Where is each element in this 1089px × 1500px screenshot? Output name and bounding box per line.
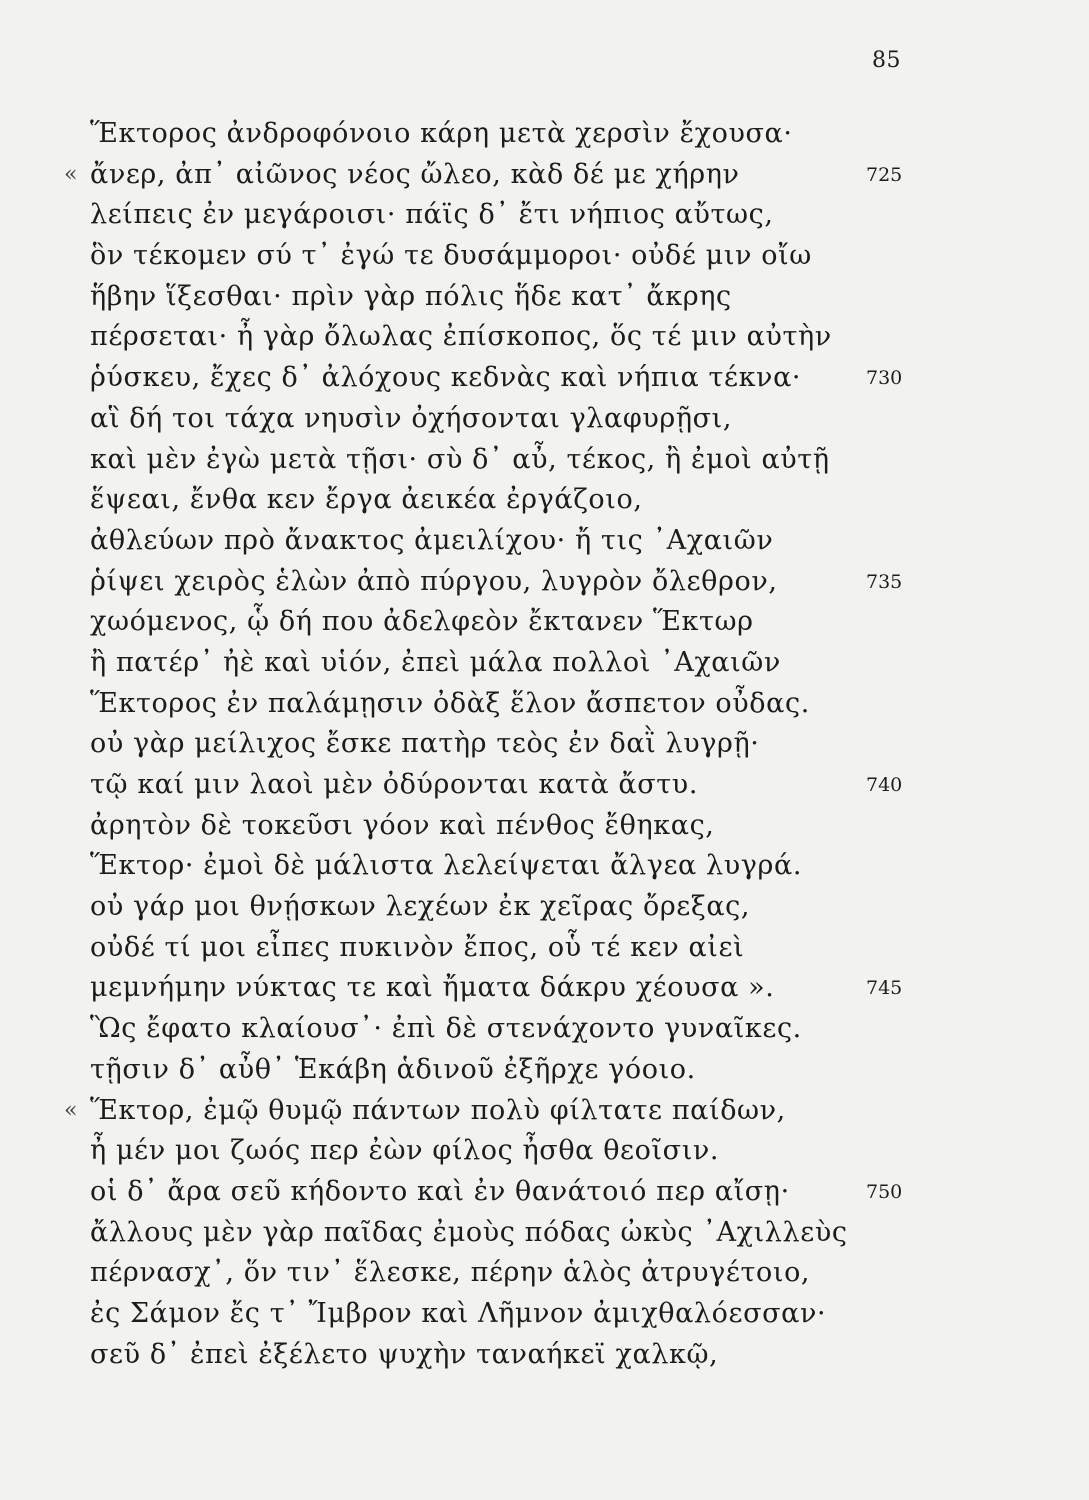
verse-line <box>0 1009 1089 1050</box>
verse-line <box>0 1294 1089 1335</box>
verse-text: ῥίψει χειρὸς ἑλὼν ἀπὸ πύργου, λυγρὸν ὄλεθρον, <box>90 565 778 597</box>
verse-line <box>0 1335 1089 1376</box>
line-number: 730 <box>866 367 903 390</box>
verse-line <box>0 195 1089 236</box>
line-number: 745 <box>866 977 903 1000</box>
verse-text: Ἕκτορ, ἐμῷ θυμῷ πάντων πολὺ φίλτατε παίδων, <box>90 1094 786 1126</box>
verse-line <box>0 358 1089 399</box>
verse-text: χωόμενος, ᾧ δή που ἀδελφεὸν ἔκτανεν Ἕκτωρ <box>90 606 754 638</box>
verse-text: λείπεις ἐν μεγάροισι· πάϊς δ᾿ ἔτι νήπιος αὔτως, <box>90 199 774 231</box>
page-number: 85 <box>872 48 901 73</box>
verse-line <box>0 1050 1089 1091</box>
verse-line <box>0 562 1089 603</box>
verse-text: οἱ δ᾿ ἄρα σεῦ κήδοντο καὶ ἐν θανάτοιό περ αἴσῃ· <box>90 1175 790 1207</box>
verse-text: καὶ μὲν ἐγὼ μετὰ τῇσι· σὺ δ᾿ αὖ, τέκος, ἢ ἐμοὶ αὐτῇ <box>90 443 830 475</box>
verse-line <box>0 1172 1089 1213</box>
verse-line <box>0 887 1089 928</box>
verse-text: Ἕκτορ· ἐμοὶ δὲ μάλιστα λελείψεται ἄλγεα λυγρά. <box>90 850 803 882</box>
verse-line <box>0 317 1089 358</box>
verse-line <box>0 155 1089 196</box>
line-number: 740 <box>866 774 903 796</box>
verse-text: ἕψεαι, ἔνθα κεν ἔργα ἀεικέα ἐργάζοιο, <box>90 484 643 516</box>
verse-line <box>0 846 1089 887</box>
verse-text: ἀθλεύων πρὸ ἄνακτος ἀμειλίχου· ἤ τις ᾿Αχαιῶν <box>90 524 774 556</box>
verse-text: ἀρητὸν δὲ τοκεῦσι γόον καὶ πένθος ἔθηκας, <box>90 809 715 841</box>
verse-text: σεῦ δ᾿ ἐπεὶ ἐξέλετο ψυχὴν ταναήκεϊ χαλκῷ, <box>90 1338 719 1370</box>
opening-quote-mark: « <box>64 161 78 187</box>
verse-line <box>0 1131 1089 1172</box>
verse-text: οὐδέ τί μοι εἶπες πυκινὸν ἔπος, οὗ τέ κεν αἰεὶ <box>90 931 745 963</box>
line-number: 725 <box>866 163 903 186</box>
verse-line <box>0 480 1089 521</box>
verse-line <box>0 602 1089 643</box>
verse-block <box>0 114 1089 1375</box>
verse-text: οὐ γάρ μοι θνῄσκων λεχέων ἐκ χεῖρας ὄρεξας, <box>90 891 751 923</box>
verse-text: πέρσεται· ἦ γὰρ ὄλωλας ἐπίσκοπος, ὅς τέ μιν αὐτὴν <box>90 321 832 353</box>
verse-text: οὐ γὰρ μείλιχος ἔσκε πατὴρ τεὸς ἐν δαῒ λυγρῇ· <box>90 728 760 760</box>
verse-line <box>0 277 1089 318</box>
verse-text: ἄλλους μὲν γὰρ παῖδας ἐμοὺς πόδας ὠκὺς ᾿Αχιλλεὺς <box>90 1216 848 1248</box>
verse-text: Ἕκτορος ἀνδροφόνοιο κάρη μετὰ χερσὶν ἔχουσα· <box>90 118 793 149</box>
verse-line <box>0 236 1089 277</box>
verse-line <box>0 724 1089 765</box>
verse-text: ἥβην ἵξεσθαι· πρὶν γὰρ πόλις ἥδε κατ᾿ ἄκρης <box>90 280 732 312</box>
verse-line <box>0 643 1089 684</box>
verse-text: μεμνήμην νύκτας τε καὶ ἤματα δάκρυ χέουσα ». <box>90 972 775 1004</box>
verse-text: ἐς Σάμον ἔς τ᾿ Ἴμβρον καὶ Λῆμνον ἀμιχθαλόεσσαν· <box>90 1297 827 1329</box>
opening-quote-mark: « <box>64 1097 78 1123</box>
verse-text: ἢ πατέρ᾿ ἠὲ καὶ υἱόν, ἐπεὶ μάλα πολλοὶ ᾿Αχαιῶν <box>90 646 781 678</box>
verse-line <box>0 440 1089 481</box>
verse-line <box>0 928 1089 969</box>
verse-line <box>0 684 1089 725</box>
verse-text: ὃν τέκομεν σύ τ᾿ ἐγώ τε δυσάμμοροι· οὐδέ μιν οἴω <box>90 240 812 272</box>
verse-line <box>0 521 1089 562</box>
verse-line <box>0 968 1089 1009</box>
verse-line <box>0 806 1089 847</box>
verse-text: τῇσιν δ᾿ αὖθ᾿ Ἑκάβη ἁδινοῦ ἐξῆρχε γόοιο. <box>90 1053 696 1085</box>
verse-text: αἳ δή τοι τάχα νηυσὶν ὀχήσονται γλαφυρῇσι, <box>90 402 733 434</box>
verse-text: Ὣς ἔφατο κλαίουσ᾿· ἐπὶ δὲ στενάχοντο γυναῖκες. <box>90 1013 802 1045</box>
verse-line <box>0 114 1089 155</box>
verse-line <box>0 399 1089 440</box>
line-number: 750 <box>866 1180 903 1203</box>
verse-line <box>0 765 1089 806</box>
line-number: 735 <box>866 570 903 593</box>
verse-text: ῥύσκευ, ἔχες δ᾿ ἀλόχους κεδνὰς καὶ νήπια τέκνα· <box>90 362 802 394</box>
verse-text: τῷ καί μιν λαοὶ μὲν ὀδύρονται κατὰ ἄστυ. <box>90 769 699 800</box>
verse-text: ἄνερ, ἀπ᾿ αἰῶνος νέος ὤλεο, κὰδ δέ με χήρην <box>90 158 740 190</box>
verse-line <box>0 1253 1089 1294</box>
verse-line <box>0 1213 1089 1254</box>
verse-text: πέρνασχ᾿, ὅν τιν᾿ ἕλεσκε, πέρην ἁλὸς ἀτρυγέτοιο, <box>90 1257 811 1289</box>
verse-text: Ἕκτορος ἐν παλάμῃσιν ὀδὰξ ἕλον ἄσπετον οὖδας. <box>90 687 810 719</box>
verse-text: ἦ μέν μοι ζωός περ ἐὼν φίλος ἦσθα θεοῖσιν. <box>90 1135 720 1167</box>
verse-line <box>0 1091 1089 1132</box>
